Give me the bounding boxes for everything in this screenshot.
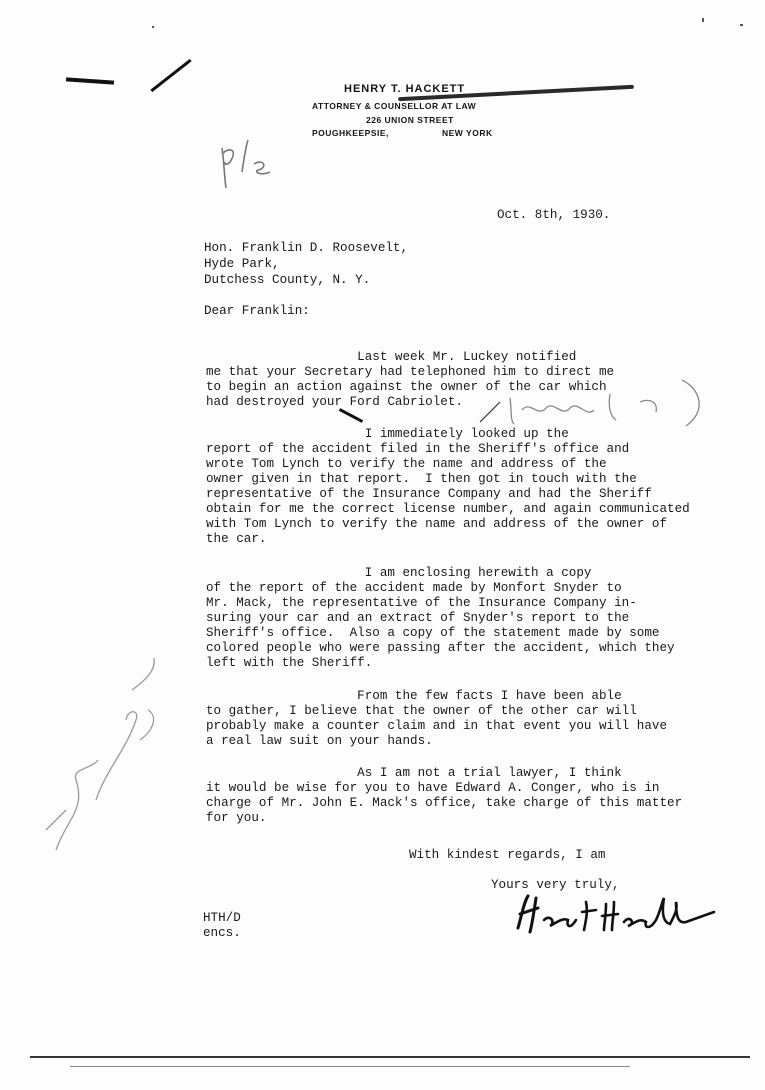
recipient-line-2: Hyde Park, — [204, 257, 280, 271]
handwritten-margin-scrawl — [36, 650, 176, 865]
recipient-line-1: Hon. Franklin D. Roosevelt, — [204, 241, 409, 255]
body-paragraph-1: Last week Mr. Luckey notified me that your Secretary had telephoned him to direct me to begin an action against the owner of the car which had destroyed your Ford Cabriolet. — [206, 350, 615, 409]
pen-stroke-dash — [66, 77, 114, 84]
body-paragraph-2: I immediately looked up the report of the accident filed in the Sheriff's office and wrote Tom Lynch to verify the name and address of the owner given in that report. I then got in touch with the representative of the Insurance Company and had the Sheriff obtain for me the correct license number, and again communicated with Tom Lynch to verify the name and address of the owner of the car. — [206, 427, 690, 546]
letterhead-city: POUGHKEEPSIE, — [312, 128, 389, 138]
body-paragraph-4: From the few facts I have been able to gather, I believe that the owner of the other car will probably make a counter claim and in that event you will have a real law suit on your hands. — [206, 689, 668, 748]
letter-date: Oct. 8th, 1930. — [497, 208, 611, 222]
scan-speck — [740, 24, 743, 26]
pen-stroke-slash — [150, 59, 191, 92]
body-paragraph-3: I am enclosing herewith a copy of the report of the accident made by Monfort Snyder to Mr. Mack, the representative of the Insurance Company in- suring your car and an extract of Snyder's report to the Sheriff's office. Also a copy of the statement made by some colored people who were passing after the accident, which they left with the Sheriff. — [206, 566, 675, 670]
insertion-caret-mark — [339, 408, 363, 423]
scan-edge-line — [70, 1066, 630, 1067]
closing-line: With kindest regards, I am — [409, 848, 606, 862]
letterhead-street: 226 UNION STREET — [366, 115, 454, 125]
scan-edge-line — [30, 1056, 750, 1058]
letterhead-title: ATTORNEY & COUNSELLOR AT LAW — [312, 101, 477, 111]
reference-initials: HTH/D — [203, 911, 241, 925]
valediction: Yours very truly, — [491, 878, 620, 892]
handwritten-signature — [510, 890, 730, 945]
letterhead-name: HENRY T. HACKETT — [344, 83, 466, 95]
salutation: Dear Franklin: — [204, 304, 310, 318]
letterhead-state: NEW YORK — [442, 128, 493, 138]
body-paragraph-5: As I am not a trial lawyer, I think it would be wise for you to have Edward A. Conger, who is in charge of Mr. John E. Mack's office, take charge of this matter for you. — [206, 766, 683, 825]
scan-speck — [152, 26, 154, 28]
recipient-line-3: Dutchess County, N. Y. — [204, 273, 371, 287]
handwritten-file-note — [214, 128, 294, 197]
enclosures-note: encs. — [203, 926, 241, 940]
scan-speck — [702, 18, 704, 22]
